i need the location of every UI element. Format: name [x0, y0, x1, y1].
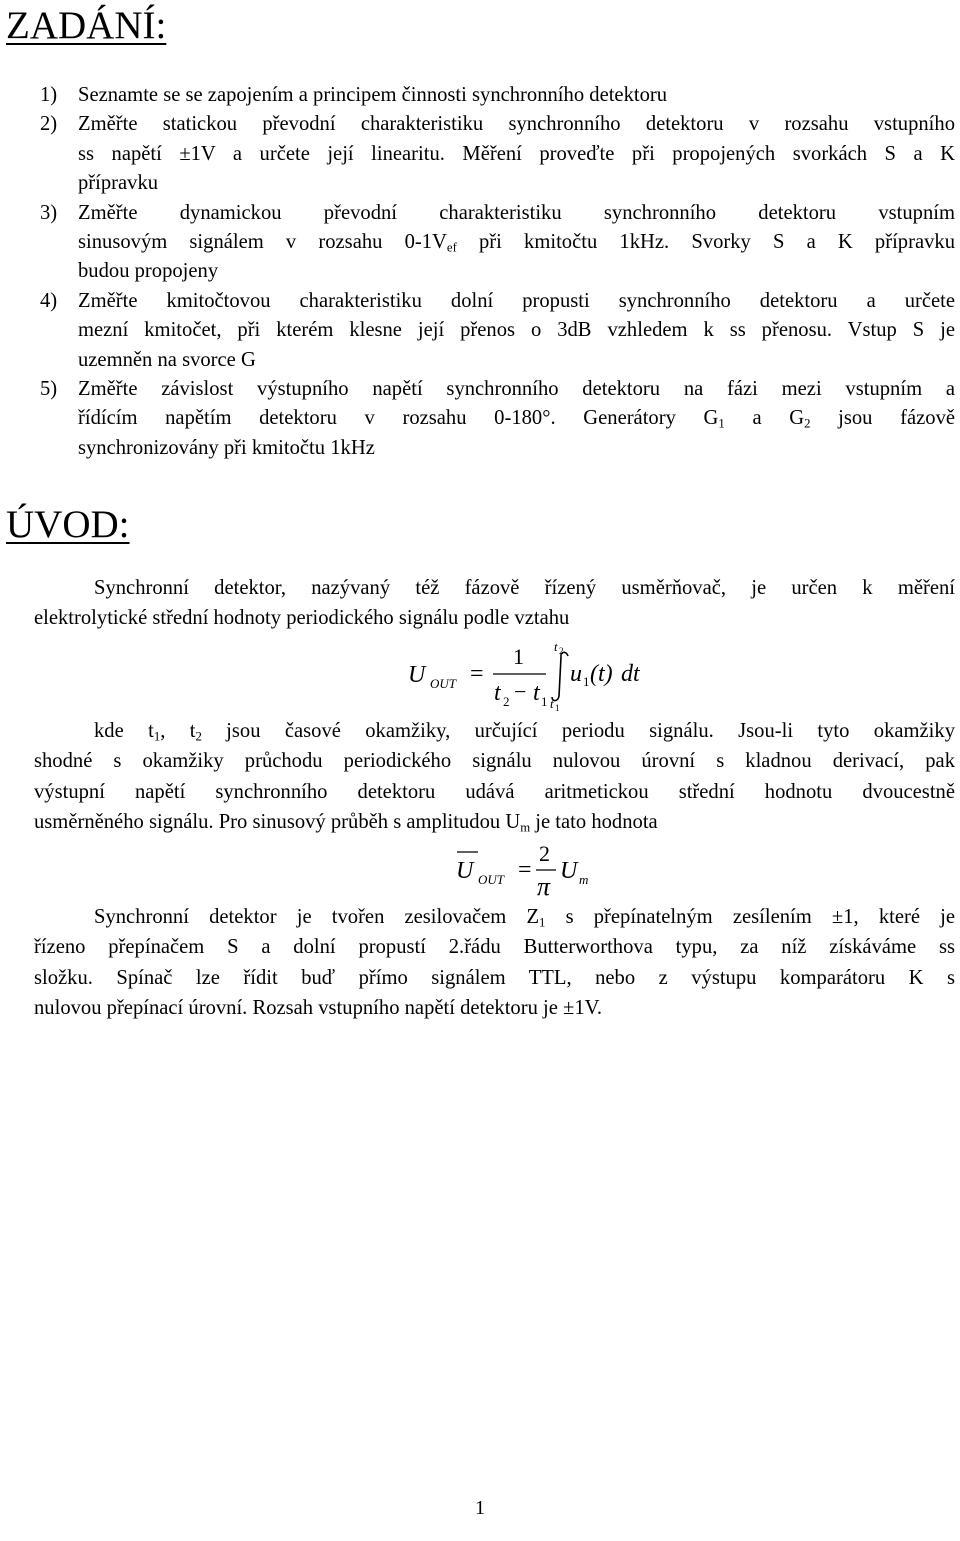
formula-Um: U	[560, 858, 578, 884]
subscript: 1	[539, 915, 546, 930]
task-number: 3)	[40, 201, 58, 224]
task-line: Změřte kmitočtovou charakteristiku dolní propusti synchronního detektoru a určete	[78, 289, 955, 312]
paragraph-line	[34, 902, 955, 932]
formula-equals: =	[518, 857, 532, 883]
integral-lower-limit-sub: 1	[555, 703, 560, 712]
task-item-2	[40, 110, 955, 198]
integral-lower-limit: t	[550, 696, 554, 711]
text-fragment: sinusovým signálem v rozsahu 0-1V	[78, 231, 447, 254]
task-line	[78, 228, 955, 257]
task-item-1	[40, 81, 955, 110]
task-line: Změřte dynamickou převodní charakteristiku synchronního detektoru vstupním	[78, 201, 955, 224]
formula-U-sub: OUT	[478, 872, 505, 887]
intro-paragraph-1	[34, 573, 955, 634]
subscript: ef	[446, 240, 457, 255]
text-fragment: Synchronní detektor je tvořen zesilovačem Z	[94, 906, 540, 928]
formula-numerator: 2	[539, 841, 550, 866]
paragraph-line: složku. Spínač lze řídit buď přímo signálem TTL, nebo z výstupu komparátoru K s	[34, 966, 955, 989]
paragraph-line: Synchronní detektor, nazývaný též fázově řízený usměrňovač, je určen k měření	[94, 577, 955, 599]
formula-u: u	[570, 661, 582, 687]
integral-upper-limit: t	[554, 639, 558, 654]
text-fragment: jsou časové okamžiky, určující periodu signálu. Jsou-li tyto okamžiky	[201, 720, 955, 742]
task-item-4	[40, 287, 955, 375]
heading-zadani: ZADÁNÍ:	[6, 4, 167, 47]
formula-numerator: 1	[513, 644, 524, 669]
task-number: 1)	[40, 84, 58, 106]
formula-u-sub: 1	[583, 674, 590, 689]
paragraph-line: shodné s okamžiky průchodu periodického signálu nulovou úrovní s kladnou derivací, pak	[34, 750, 955, 773]
text-fragment: kde t	[94, 720, 154, 742]
task-line: budou propojeny	[78, 260, 219, 283]
integral-sign	[552, 652, 568, 700]
task-line: Seznamte se se zapojením a principem činnosti synchronního detektoru	[78, 84, 668, 106]
paragraph-line: řízeno přepínačem S a dolní propustí 2.řádu Butterworthova typu, za níž získáváme ss	[34, 936, 955, 959]
task-line: ss napětí ±1V a určete její linearitu. Měření proveďte při propojených svorkách S a K	[78, 142, 955, 165]
formula-den-minus: −	[514, 679, 527, 704]
task-item-5	[40, 375, 955, 463]
task-line: Změřte statickou převodní charakteristiku synchronního detektoru v rozsahu vstupního	[78, 113, 955, 136]
task-item-3	[40, 199, 955, 287]
subscript: 1	[153, 729, 161, 744]
formula-uout-amplitude	[448, 834, 608, 898]
formula-U: U	[456, 858, 474, 884]
subscript: 2	[195, 729, 202, 744]
paragraph-line: elektrolytické střední hodnoty periodického signálu podle vztahu	[34, 607, 570, 630]
subscript: m	[520, 820, 531, 835]
text-fragment: řídícím napětím detektoru v rozsahu 0-180°. Generátory G	[78, 407, 719, 430]
intro-paragraph-2	[34, 716, 955, 838]
formula-den-t1: t	[533, 680, 540, 706]
formula-arg: (t)	[590, 661, 613, 687]
task-line: synchronizovány při kmitočtu 1kHz	[78, 436, 375, 459]
integral-upper-limit-sub: 2	[559, 646, 564, 656]
text-fragment: je tato hodnota	[530, 811, 658, 834]
paragraph-line: výstupní napětí synchronního detektoru udává aritmetickou střední hodnotu dvoucestně	[34, 780, 955, 803]
formula-U-sub: OUT	[430, 676, 457, 691]
formula-U: U	[408, 662, 426, 688]
task-number: 2)	[40, 113, 58, 136]
task-line: mezní kmitočet, při kterém klesne její přenos o 3dB vzhledem k ss přenosu. Vstup S je	[78, 319, 955, 342]
subscript: 2	[804, 417, 811, 432]
paragraph-line: nulovou přepínací úrovní. Rozsah vstupního napětí detektoru je ±1V.	[34, 997, 602, 1020]
intro-paragraph-3	[34, 902, 955, 1024]
text-fragment: , t	[160, 720, 196, 742]
formula-pi: π	[537, 872, 551, 898]
text-fragment: s přepínatelným zesílením ±1, které je	[545, 906, 955, 928]
text-fragment: a G	[724, 407, 805, 430]
text-fragment: jsou fázově	[810, 407, 956, 430]
formula-den-t1-sub: 1	[541, 694, 548, 709]
formula-dt: dt	[621, 661, 640, 687]
task-line: uzemněn na svorce G	[78, 348, 256, 371]
text-fragment: při kmitočtu 1kHz. Svorky S a K přípravku	[456, 231, 955, 254]
formula-uout-integral	[400, 636, 660, 712]
formula-den-t2: t	[494, 680, 501, 706]
task-number: 4)	[40, 289, 58, 312]
formula-Um-sub: m	[579, 872, 589, 887]
task-line: přípravku	[78, 172, 159, 195]
task-list	[40, 81, 955, 463]
formula-equals: =	[470, 661, 484, 687]
task-line: Změřte závislost výstupního napětí synchronního detektoru na fázi mezi vstupním a	[78, 378, 955, 401]
heading-uvod: ÚVOD:	[6, 503, 130, 546]
task-number: 5)	[40, 378, 58, 401]
task-line	[78, 404, 955, 433]
subscript: 1	[718, 417, 725, 432]
formula-den-t2-sub: 2	[503, 694, 510, 709]
text-fragment: usměrněného signálu. Pro sinusový průběh s amplitudou U	[34, 811, 521, 834]
paragraph-line	[34, 716, 955, 746]
page-number: 1	[475, 1497, 485, 1519]
